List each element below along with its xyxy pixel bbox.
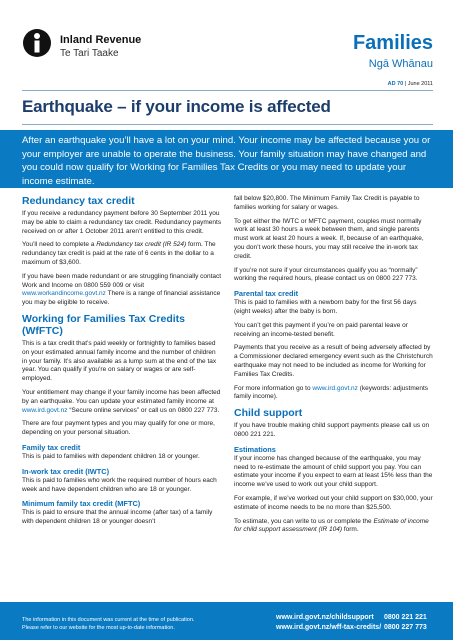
paragraph: If you’re not sure if your circumstances qualify you as “normally” working the required hours, please contact us on 0800 227 773. (234, 266, 418, 283)
divider (22, 90, 433, 91)
document-reference: AD 70 | June 2011 (387, 81, 433, 87)
paragraph: If you receive a redundancy payment before 30 September 2011 you may be able to claim a redundancy tax credit. Redundancy payments received on or after 1 October 2011 aren’t entitled to this credit. (22, 210, 222, 235)
text: “Secure online services” or call us on 0800 227 773. (67, 406, 220, 414)
ird-link[interactable]: www.ird.govt.nz (22, 406, 68, 414)
org-name: Inland Revenue (60, 34, 142, 46)
wff-phone: 0800 227 773 (384, 624, 427, 631)
paragraph (234, 518, 434, 536)
paragraph: fall below $20,800. The Minimum Family Tax Credit is payable to families working for salary or wages. (234, 195, 420, 211)
footer-note (22, 616, 194, 632)
footer-note-line: The information in this document was current at the time of publication. (22, 617, 195, 623)
subsection-heading: In-work tax credit (IWTC) (22, 466, 110, 476)
paragraph: Payments that you receive as a result of being adversely affected by a Commissioner declared emergency event such as the Christchurch earthquake may not need to be included as income for Working for Families Tax Credits. (234, 344, 433, 378)
subsection-heading: Family tax credit (22, 442, 81, 452)
text: form. The redundancy tax credit is paid at the rate of 6 cents in the dollar to a maximum of $3,600. (22, 241, 216, 266)
section-heading: Child support (234, 407, 303, 420)
paragraph: To get either the IWTC or MFTC payment, couples must normally work at least 30 hours a week between them, and single parents must work at least 20 hours a week. If, because of an earthquake, you don’t work these hours, you may still receive the in-work tax credit. (234, 217, 424, 260)
divider (22, 124, 433, 125)
org-name-maori: Te Tari Taake (60, 48, 119, 59)
form-name: Redundancy tax credit (IR 524) (96, 241, 187, 249)
paragraph: This is paid to families with dependent children 18 or younger. (22, 452, 200, 460)
right-column (234, 195, 434, 540)
childsupport-link[interactable]: www.ird.govt.nz/childsupport (276, 614, 374, 621)
form-name: Estimate of income for child support assessment (IR 104) (234, 517, 429, 534)
paragraph (22, 241, 222, 267)
paragraph: If your income has changed because of the earthquake, you may need to re-estimate the amount of child support you pay. You can estimate your income if you expect to earn at least 15% less than the income we’ve used to work out your child support. (234, 454, 433, 489)
footer-phones (384, 613, 427, 633)
wff-tax-credits-link[interactable]: www.ird.govt.nz/wff-tax-credits/ (276, 624, 382, 631)
intro-banner (0, 130, 453, 188)
text: If you have been made redundant or are struggling financially contact Work and Income on 0800 559 009 or visit (22, 272, 222, 289)
page-title: Earthquake – if your income is affected (22, 97, 331, 116)
left-column (22, 195, 222, 532)
subsection-heading: Minimum family tax credit (MFTC) (22, 499, 141, 509)
footer-links (276, 613, 381, 633)
text: To estimate, you can write to us or complete the (234, 517, 374, 525)
paragraph: If you have trouble making child support payments please call us on 0800 221 221. (234, 422, 430, 438)
text: For more information go to (234, 384, 313, 392)
paragraph: This is a tax credit that’s paid weekly or fortnightly to families based on your estimated annual family income and the number of children in your family. It’s also available as a lump sum at the end of the tax year. You can qualify if you’re on salary or wages or are self-employed. (22, 339, 217, 383)
intro-text: After an earthquake you’ll have a lot on your mind. Your income may be affected because you or your employer are unable to operate the business. Your family situation may have changed and you could now qualify for Working for Families Tax Credits or you may need to update your income estimate. (22, 135, 431, 187)
paragraph (22, 273, 222, 308)
families-heading-maori: Ngā Whānau (368, 58, 433, 70)
paragraph (234, 385, 434, 403)
inland-revenue-logo-icon (22, 28, 52, 58)
paragraph (22, 389, 222, 415)
reference-code: AD 70 (387, 81, 404, 87)
text: There is a range of financial assistance you may be eligible to receive. (22, 290, 221, 307)
footer-note-line: Please refer to our website for the most up-to-date information. (22, 625, 175, 631)
workandincome-link[interactable]: www.workandincome.govt.nz (22, 290, 106, 298)
section-heading: Redundancy tax credit (22, 195, 135, 207)
families-heading: Families (352, 32, 433, 54)
title-block (22, 92, 434, 122)
paragraph: This is paid to families who work the required number of hours each week and have dependent children who are 18 or younger. (22, 476, 217, 493)
paragraph: There are four payment types and you may qualify for one or more, depending on your personal situation. (22, 420, 215, 437)
paragraph: For example, if we’ve worked out your child support on $30,000, your estimate of income needs to be no more than $25,500. (234, 494, 433, 511)
text: Your entitlement may change if your family income has been affected by an earthquake. You can update your estimated family income at (22, 388, 221, 405)
publication-date: June 2011 (407, 81, 433, 87)
header (0, 0, 453, 96)
text: (keywords: adjustments family income). (234, 384, 429, 401)
childsupport-phone: 0800 221 221 (384, 614, 427, 621)
ird-link[interactable]: www.ird.govt.nz (312, 384, 358, 392)
paragraph: You can’t get this payment if you’re on paid parental leave or receiving an income-tested benefit. (234, 321, 408, 338)
text: You’ll need to complete a (22, 241, 97, 249)
text: form. (342, 526, 359, 534)
subsection-heading: Estimations (234, 444, 276, 454)
paragraph: This is paid to ensure that the annual income (after tax) of a family with dependent children 18 or younger doesn’t (22, 509, 213, 526)
footer (0, 602, 453, 640)
section-heading: Working for Families Tax Credits (WfFTC) (22, 312, 185, 337)
subsection-heading: Parental tax credit (234, 289, 299, 299)
paragraph: This is paid to families with a newborn baby for the first 56 days (eight weeks) after the baby is born. (234, 299, 417, 315)
